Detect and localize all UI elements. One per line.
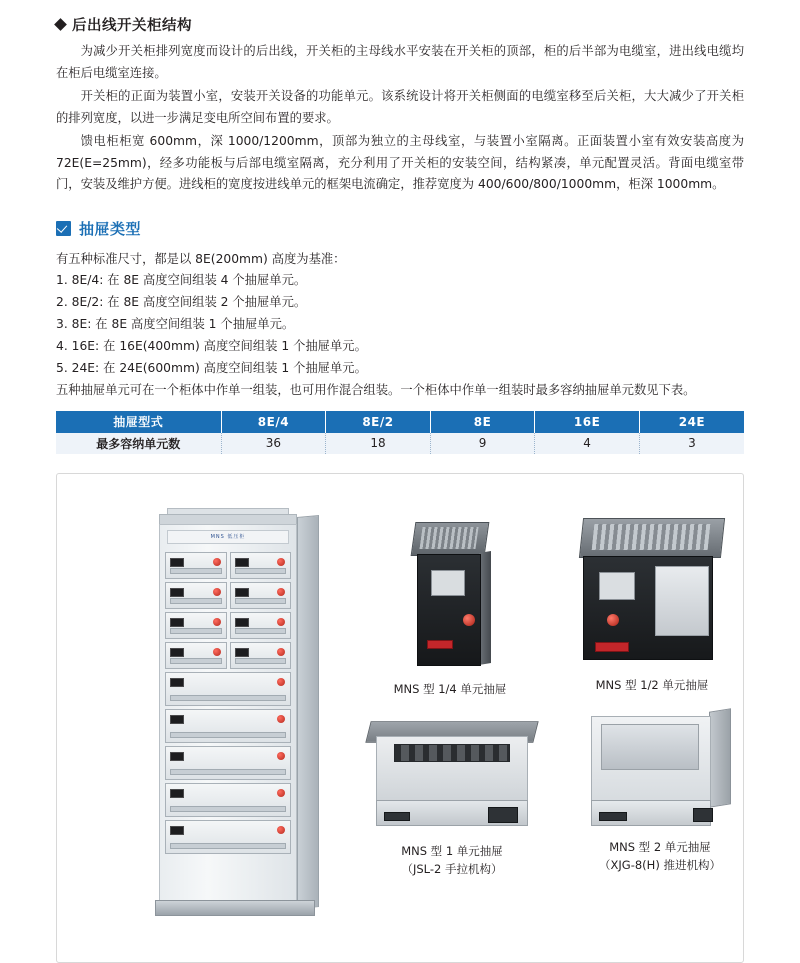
module-caption-main: MNS 型 2 单元抽屉 — [609, 840, 711, 855]
one-unit-drawer-image — [368, 714, 536, 834]
drawer-unit — [165, 709, 291, 743]
drawer-unit — [230, 582, 292, 609]
section1-paragraph-1: 为减少开关柜排列宽度而设计的后出线，开关柜的主母线水平安装在开关柜的顶部，柜的后半部为电缆室，进出线电缆均在柜后电缆室连接。 — [56, 44, 744, 80]
module-half-unit — [557, 518, 747, 695]
section2-note: 五种抽屉单元可在一个柜体中作单一组装，也可用作混合组装。一个柜体中作单一组装时最多容纳抽屉单元数见下表。 — [56, 382, 696, 397]
drawer-unit — [230, 612, 292, 639]
check-square-icon — [56, 221, 71, 236]
quarter-unit-drawer-image — [407, 522, 493, 672]
table-cell: 9 — [430, 433, 535, 455]
list-item: 5. 24E: 在 24E(600mm) 高度空间组装 1 个抽屉单元。 — [56, 360, 367, 375]
module-caption — [557, 677, 747, 695]
drawer-unit — [165, 672, 291, 706]
drawer-row — [165, 820, 291, 854]
cabinet-side-panel — [297, 515, 319, 909]
drawer-unit — [230, 552, 292, 579]
drawer-capacity-table — [56, 411, 744, 456]
table-cell: 18 — [326, 433, 431, 455]
drawer-row — [165, 582, 291, 609]
diamond-bullet-icon — [54, 18, 67, 31]
drawer-unit — [165, 552, 227, 579]
switchgear-cabinet-image — [145, 506, 325, 916]
table-row — [56, 433, 744, 455]
drawer-row — [165, 612, 291, 639]
drawer-unit — [165, 642, 227, 669]
section2-heading — [56, 218, 744, 239]
table-header-cell: 8E — [430, 411, 535, 433]
drawer-row — [165, 746, 291, 780]
list-item: 4. 16E: 在 16E(400mm) 高度空间组装 1 个抽屉单元。 — [56, 339, 367, 354]
cabinet-banner-label: MNS 低压柜 — [167, 530, 289, 544]
list-item: 2. 8E/2: 在 8E 高度空间组装 2 个抽屉单元。 — [56, 295, 307, 310]
list-item: 3. 8E: 在 8E 高度空间组装 1 个抽屉单元。 — [56, 317, 295, 332]
cabinet-drawer-grid — [165, 552, 291, 857]
drawer-row — [165, 642, 291, 669]
module-two-unit — [565, 706, 755, 875]
module-caption — [565, 839, 755, 875]
section2-heading-text: 抽屉类型 — [79, 219, 142, 238]
module-caption-main: MNS 型 1/4 单元抽屉 — [393, 682, 507, 697]
drawer-unit — [165, 820, 291, 854]
drawer-row — [165, 552, 291, 579]
section1-paragraph-2: 开关柜的正面为装置小室，安装开关设备的功能单元。该系统设计将开关柜侧面的电缆室移至后关柜，大大减少了开关柜的排列宽度，以进一步满足变电所空间布置的要求。 — [56, 89, 744, 125]
table-row-label: 最多容纳单元数 — [56, 433, 221, 455]
module-quarter-unit — [375, 522, 525, 699]
module-caption-sub: （XJG-8(H) 推进机构） — [599, 858, 721, 873]
drawer-row — [165, 709, 291, 743]
section1-heading — [56, 14, 744, 35]
drawer-unit — [230, 642, 292, 669]
section1-paragraph-3: 馈电柜柜宽 600mm，深 1000/1200mm，顶部为独立的主母线室，与装置小室隔离。正面装置小室有效安装高度为 72E(E=25mm)，经多功能板与后部电缆室隔离，充分利用了开关柜的安装空间，结构紧凑，单元配置灵活。背面电缆室带门，安装及维护方便。进线柜的宽度按进线单元的框架电流确定，推荐宽度为 400/600/800/1000mm，柜深 1000mm。 — [56, 134, 744, 192]
table-header-cell: 16E — [535, 411, 640, 433]
list-item: 1. 8E/4: 在 8E 高度空间组装 4 个抽屉单元。 — [56, 273, 307, 288]
module-caption — [375, 681, 525, 699]
module-one-unit — [357, 714, 547, 879]
table-cell: 36 — [221, 433, 326, 455]
section1-heading-text: 后出线开关柜结构 — [72, 18, 192, 34]
drawer-row — [165, 783, 291, 817]
drawer-unit — [165, 783, 291, 817]
section2-intro: 有五种标准尺寸，都是以 8E(200mm) 高度为基准： — [56, 251, 346, 266]
drawer-unit — [165, 582, 227, 609]
table-header-row — [56, 411, 744, 433]
table-cell: 4 — [535, 433, 640, 455]
table-header-cell: 8E/4 — [221, 411, 326, 433]
module-caption-main: MNS 型 1 单元抽屉 — [401, 844, 503, 859]
module-caption-sub: （JSL-2 手拉机构） — [401, 862, 503, 877]
drawer-row — [165, 672, 291, 706]
drawer-unit — [165, 612, 227, 639]
table-header-cell: 24E — [639, 411, 744, 433]
half-unit-drawer-image — [577, 518, 727, 668]
table-cell: 3 — [639, 433, 744, 455]
module-caption-main: MNS 型 1/2 单元抽屉 — [595, 678, 709, 693]
table-header-cell: 8E/2 — [326, 411, 431, 433]
cabinet-plinth — [155, 900, 315, 916]
drawer-unit — [165, 746, 291, 780]
figure-panel — [56, 473, 744, 963]
table-header-cell: 抽屉型式 — [56, 411, 221, 433]
module-caption — [357, 843, 547, 879]
two-unit-drawer-image — [585, 706, 735, 830]
